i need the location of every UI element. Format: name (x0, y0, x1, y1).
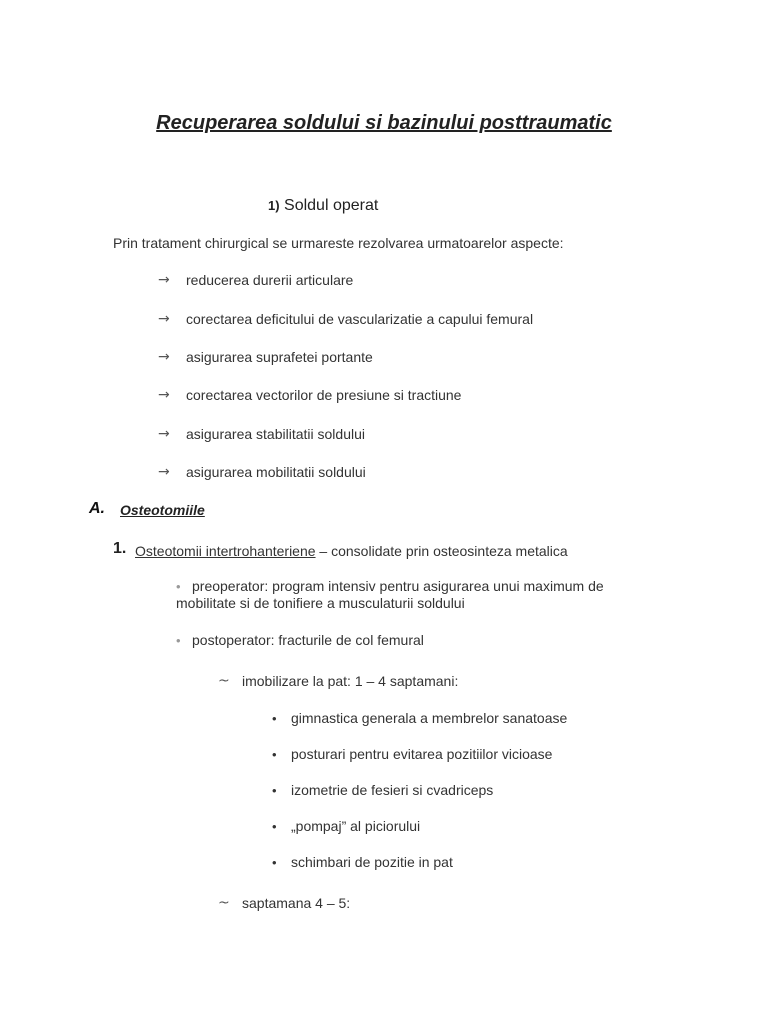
bullet-icon: • (272, 819, 277, 834)
document-title: Recuperarea soldului si bazinului posttraumatic (156, 112, 612, 134)
tilde-icon: ~ (218, 673, 230, 689)
bullet-icon: • (176, 633, 181, 648)
item-1-rest: – consolidate prin osteosinteza metalica (315, 543, 568, 559)
list-item: posturari pentru evitarea pozitiilor vicioase (291, 746, 553, 762)
section-1-number: 1) (268, 198, 280, 213)
section-1-heading (268, 197, 378, 215)
arrow-icon: → (158, 464, 170, 480)
bullet-icon: • (176, 579, 181, 594)
bullet-icon: • (272, 747, 277, 762)
list-item: schimbari de pozitie in pat (291, 854, 453, 870)
item-1-number: 1. (113, 540, 127, 557)
list-item: reducerea durerii articulare (186, 272, 354, 288)
list-item: asigurarea stabilitatii soldului (186, 426, 365, 442)
arrow-icon: → (158, 426, 170, 442)
section-1-intro: Prin tratament chirurgical se urmareste rezolvarea urmatoarelor aspecte: (113, 235, 564, 251)
bullet-icon: • (272, 855, 277, 870)
arrow-icon: → (158, 349, 170, 365)
item-1-underlined: Osteotomii intertrohanteriene (135, 543, 316, 559)
section-a-letter: A. (89, 500, 105, 517)
tilde-icon: ~ (218, 895, 230, 911)
list-item: asigurarea suprafetei portante (186, 349, 373, 365)
arrow-icon: → (158, 387, 170, 403)
sub-item-preoperator: preoperator: program intensiv pentru asigurarea unui maximum de mobilitate si de tonifiere a musculaturii soldului (176, 578, 604, 611)
list-item: izometrie de fesieri si cvadriceps (291, 782, 494, 798)
list-item: corectarea deficitului de vascularizatie a capului femural (186, 311, 534, 327)
list-item: asigurarea mobilitatii soldului (186, 464, 366, 480)
tilde-item-2: saptamana 4 – 5: (242, 895, 351, 911)
list-item: „pompaj” al piciorului (291, 818, 421, 834)
list-item: corectarea vectorilor de presiune si tractiune (186, 387, 462, 403)
section-a-title: Osteotomiile (120, 502, 205, 518)
section-1-heading-text: Soldul operat (284, 197, 379, 214)
list-item: gimnastica generala a membrelor sanatoase (291, 710, 568, 726)
tilde-item-1: imobilizare la pat: 1 – 4 saptamani: (242, 673, 459, 689)
sub-item-postoperator: postoperator: fracturile de col femural (192, 632, 424, 648)
arrow-icon: → (158, 272, 170, 288)
arrow-icon: → (158, 311, 170, 327)
item-1-text (135, 543, 568, 559)
bullet-icon: • (272, 711, 277, 726)
bullet-icon: • (272, 783, 277, 798)
